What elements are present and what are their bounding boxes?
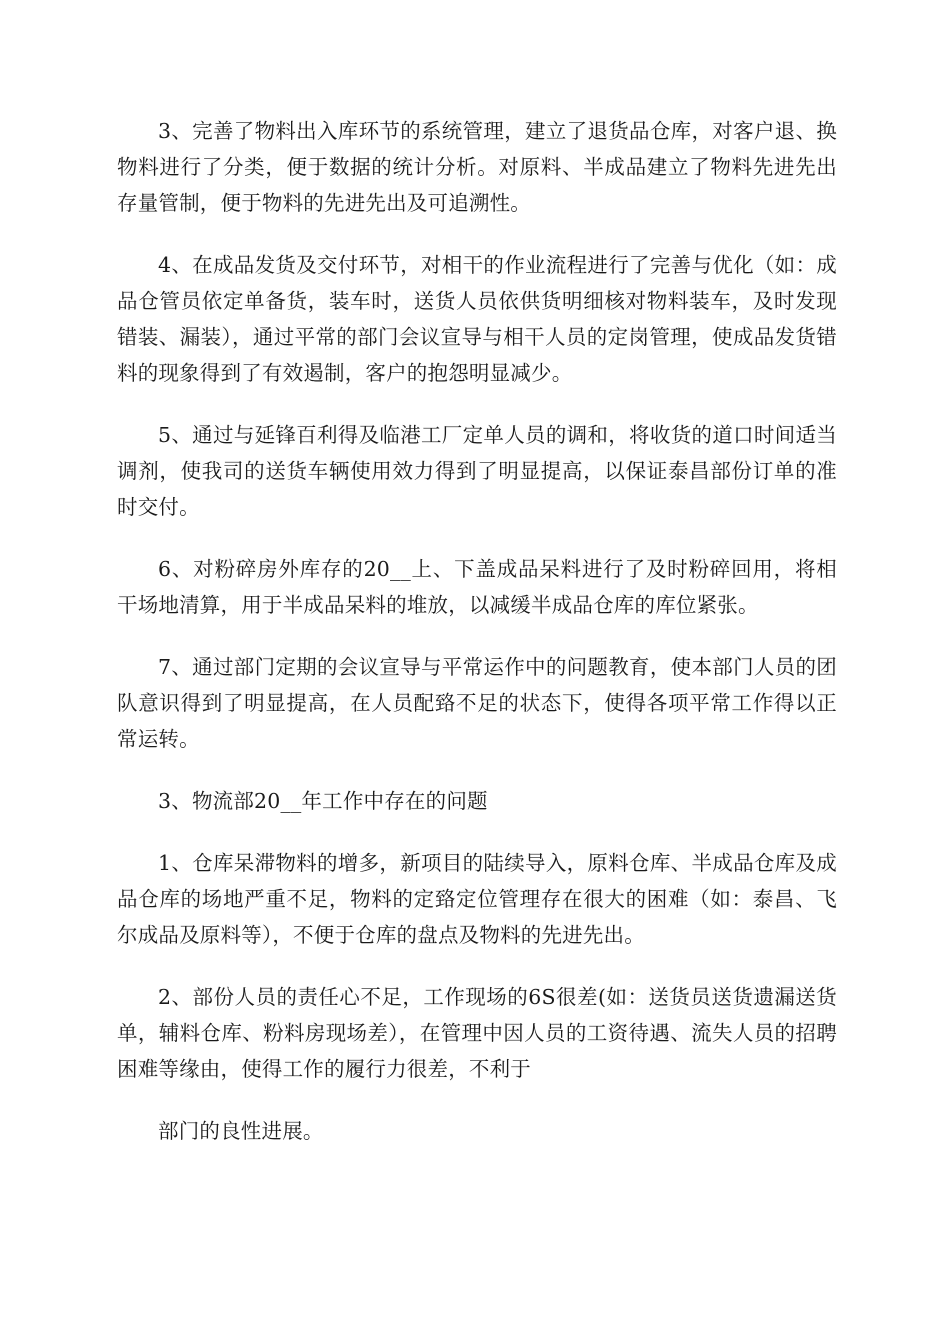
paragraph-item-3: 3、完善了物料出入库环节的系统管理，建立了退货品仓库，对客户退、换物料进行了分类，便于数据的统计分析。对原料、半成品建立了物料先进先出存量管制，便于物料的先进先出及可追溯性。: [117, 119, 837, 215]
paragraph-item-5: 5、通过与延锋百利得及临港工厂定单人员的调和，将收货的道口时间适当调剂，使我司的送货车辆使用效力得到了明显提高，以保证泰昌部份订单的准时交付。: [117, 423, 837, 519]
paragraph-item-7: 7、通过部门定期的会议宣导与平常运作中的问题教育，使本部门人员的团队意识得到了明显提高，在人员配臵不足的状态下，使得各项平常工作得以正常运转。: [117, 655, 837, 751]
paragraph-item-4: 4、在成品发货及交付环节，对相干的作业流程进行了完善与优化（如：成品仓管员依定单备货，装车时，送货人员依供货明细核对物料装车，及时发现错装、漏装），通过平常的部门会议宣导与相干人员的定岗管理，使成品发货错料的现象得到了有效遏制，客户的抱怨明显减少。: [117, 253, 837, 385]
problem-item-2: 2、部份人员的责任心不足，工作现场的6S很差(如：送货员送货遗漏送货单，辅料仓库、粉料房现场差），在管理中因人员的工资待遇、流失人员的招聘困难等缘由，使得工作的履行力很差，不利于: [117, 985, 837, 1081]
problem-item-1: 1、仓库呆滞物料的增多，新项目的陆续导入，原料仓库、半成品仓库及成品仓库的场地严重不足，物料的定臵定位管理存在很大的困难（如：泰昌、飞尔成品及原料等），不便于仓库的盘点及物料的先进先出。: [117, 851, 837, 947]
document-body: [117, 113, 837, 1175]
problem-item-2-continuation: 部门的良性进展。: [158, 1119, 324, 1143]
paragraph-item-6: 6、对粉碎房外库存的20__上、下盖成品呆料进行了及时粉碎回用，将相干场地清算，用于半成品呆料的堆放，以减缓半成品仓库的库位紧张。: [117, 557, 837, 617]
section-heading-problems: 3、物流部20__年工作中存在的问题: [158, 789, 488, 813]
